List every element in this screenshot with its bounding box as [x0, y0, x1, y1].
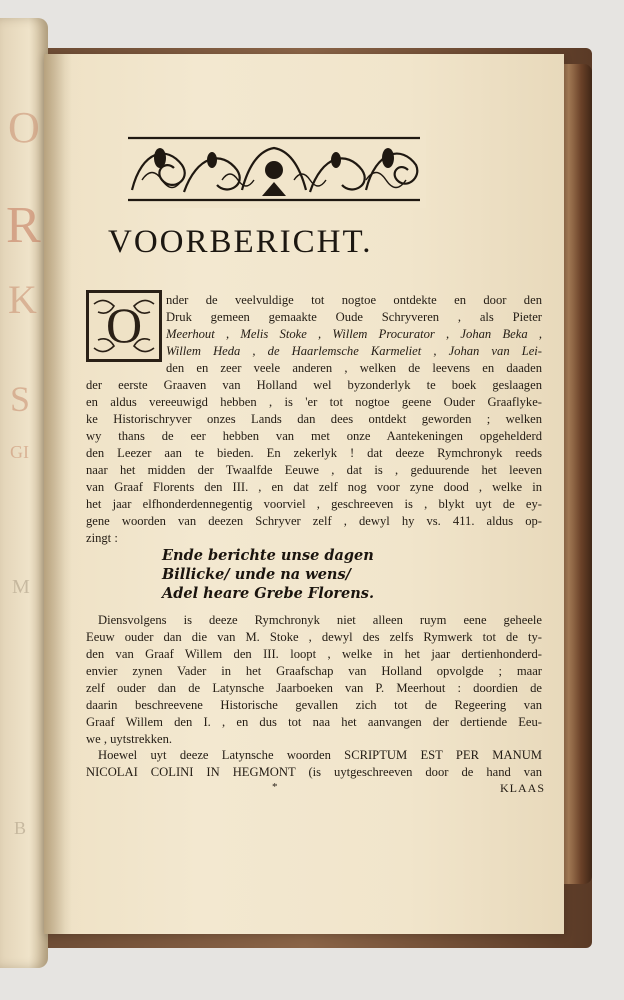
- left-fragment: R: [6, 197, 41, 254]
- text-line: Graaf Willem den I. , en dus tot naa het aanvangen der dertiende Eeu-: [86, 715, 542, 729]
- text-line: zelf ouder dan de Latynsche Jaarboeken van P. Meerhout : doordien de: [86, 681, 542, 695]
- catchword: KLAAS: [500, 781, 546, 795]
- text-line: wy thans de eer hebben van met onze Aantekeningen opgehelderd: [86, 429, 542, 443]
- text-line: nder de veelvuldige tot nogtoe ontdekte en door den: [166, 293, 542, 307]
- verse-line: Billicke/ unde na wens/: [162, 566, 351, 583]
- text-line: envier zynen Vader in het Graafschap van Holland opvolgde ; maar: [86, 664, 542, 678]
- text-line: Hoewel uyt deeze Latynsche woorden SCRIPTUM EST PER MANUM: [98, 748, 542, 762]
- text-line: Eeuw ouder dan die van M. Stoke , dewyl des zelfs Rymwerk tot de ty-: [86, 630, 542, 644]
- text-line: Diensvolgens is deeze Rymchronyk niet alleen ruym eene geheele: [98, 613, 542, 627]
- left-page: [0, 18, 48, 968]
- dropcap-letter: O: [105, 297, 143, 353]
- verse-line: Ende berichte unse dagen: [162, 547, 374, 564]
- paragraph-3: [86, 747, 542, 781]
- left-fragment: M: [12, 576, 30, 598]
- text-line: ke Historischryver onzes Lands dan dees ontdekt geworden ; welken: [86, 412, 542, 426]
- text-line: het jaar elfhonderdennegentig voorviel , geschreeven is , blykt uyt de ey-: [86, 497, 542, 511]
- text-line: Meerhout , Melis Stoke , Willem Procurator , Johan Beka ,: [166, 327, 542, 341]
- page-title: VOORBERICHT.: [108, 224, 373, 260]
- verse-line: Adel heare Grebe Florens.: [162, 585, 374, 602]
- verse-block: [162, 546, 462, 603]
- left-fragment: O: [8, 103, 40, 152]
- text-line: daarin beschreevene Historische gevallen zich tot de Regeering van: [86, 698, 542, 712]
- text-line: we , uytstrekken.: [86, 732, 173, 746]
- text-line: gene woorden van deezen Schryver zelf , dewyl hy vs. 411. aldus op-: [86, 514, 542, 528]
- text-line: NICOLAI COLINI IN HEGMONT (is uytgeschreeven door de hand van: [86, 765, 542, 779]
- text-line: Willem Heda , de Haarlemsche Karmeliet , Johan van Lei-: [166, 344, 542, 358]
- ornament-headpiece: [122, 130, 426, 208]
- left-fragment: GI: [10, 442, 29, 462]
- text-line: naar het midden der Twaalfde Eeuwe , dat is , geduurende het leeven: [86, 463, 542, 477]
- gutter-shadow: [44, 54, 72, 934]
- text-line: Druk gemeen gemaakte Oude Schryveren , als Pieter: [166, 310, 542, 324]
- left-fragment: K: [8, 277, 37, 322]
- signature-mark: *: [272, 781, 278, 793]
- text-line: en aldus vereeuwigd hebben , is 'er tot nogtoe geene Ouder Graaflyke-: [86, 395, 542, 409]
- paragraph-2: [86, 612, 542, 748]
- left-fragment: B: [14, 818, 27, 838]
- text-line: den Leezer aan te bieden. En zekerlyk ! dat deeze Rymchronyk reeds: [86, 446, 542, 460]
- left-fragment: S: [10, 379, 31, 419]
- text-line: den van Graaf Willem den III. loopt , welke in het jaar dertienhonderd-: [86, 647, 542, 661]
- text-line: den en zeer veele anderen , welken de leevens en daaden: [166, 361, 542, 375]
- text-line: van Graaf Florents den III. , en dat zelf nog voor zyne dood , welke in: [86, 480, 542, 494]
- text-line: zingt :: [86, 531, 118, 545]
- paragraph-1: [86, 292, 542, 547]
- text-line: der eerste Graaven van Holland wel byzonderlyk te boek geslaagen: [86, 378, 542, 392]
